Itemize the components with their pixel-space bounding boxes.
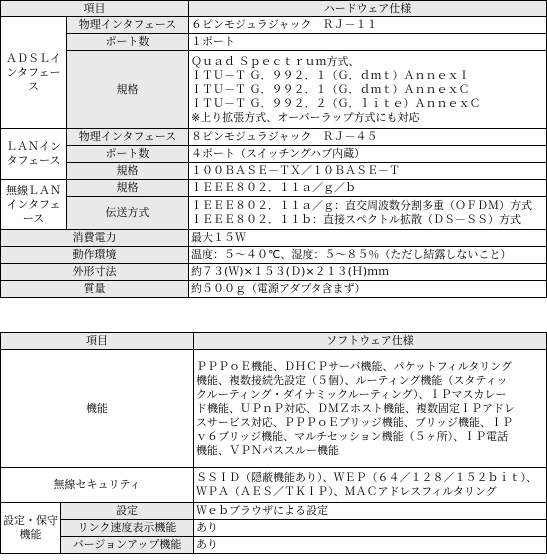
adsl-standard-value: Ｑｕａｄ Ｓｐｅｃｔｒｕｍ方式、 ＩＴＵ－Ｔ Ｇ．９９２．１（Ｇ．ｄｍｔ）ＡｎｎｅｘＩ ＩＴＵ－Ｔ Ｇ．９９２．１（Ｇ．ｄｍｔ）ＡｎｎｅｘＣ ＩＴＵ－Ｔ Ｇ．９９２．２（Ｇ．ｌｉｔｅ）ＡｎｎｅｘＣ ※上り拡張方式、オーバーラップ方式にも対応 [189,51,547,129]
wireless-security-label: 無線セキュリティ [1,468,194,503]
maintenance-group: 設定・保守 機能 [1,503,61,554]
weight-value: 約５００ｇ（電源アダプタ含まず） [189,281,547,298]
version-up-label: バージョンアップ機能 [61,537,194,554]
wlan-transmission-label: 伝送方式 [67,197,189,230]
power-label: 消費電力 [1,230,189,247]
adsl-interface-group: ＡＤＳＬイ ンタフェー ス [1,17,67,129]
wlan-standard-label: 規格 [67,180,189,197]
dimensions-value: 約７３(Ｗ)×１５３(Ｄ)×２１３(Ｈ)ｍｍ [189,264,547,281]
link-speed-label: リンク速度表示機能 [61,520,194,537]
wlan-interface-group: 無線ＬＡＮ インタフェ ース [1,180,67,230]
settings-value: Ｗｅｂブラウザによる設定 [194,503,547,520]
settings-label: 設定 [61,503,194,520]
adsl-ports-value: １ポート [189,34,547,51]
wlan-standard-value: ＩＥＥＥ８０２．１１ａ／ｇ／ｂ [189,180,547,197]
lan-interface-group: ＬＡＮイン タフェース [1,129,67,180]
lan-ports-value: ４ポート（スイッチングハブ内蔵） [189,146,547,163]
lan-ports-label: ポート数 [67,146,189,163]
software-spec-table [0,332,547,554]
environment-label: 動作環境 [1,247,189,264]
adsl-ports-label: ポート数 [67,34,189,51]
adsl-standard-label: 規格 [67,51,189,129]
adsl-physical-label: 物理インタフェース [67,17,189,34]
dimensions-label: 外形寸法 [1,264,189,281]
lan-physical-value: ８ピンモジュラジャック ＲＪ－４５ [189,129,547,146]
environment-value: 温度：５～４０℃、湿度：５～８５％（ただし結露しないこと） [189,247,547,264]
link-speed-value: あり [194,520,547,537]
lan-physical-label: 物理インタフェース [67,129,189,146]
software-spec-header: ソフトウェア仕様 [194,333,547,350]
adsl-physical-value: ６ピンモジュラジャック ＲＪ－１１ [189,17,547,34]
software-item-header: 項目 [1,333,194,350]
version-up-value: あり [194,537,547,554]
lan-standard-value: １００ＢＡＳＥ－ＴＸ／１０ＢＡＳＥ－Ｔ [189,163,547,180]
function-value: ＰＰＰｏＥ機能、ＤＨＣＰサーバ機能、パケットフィルタリング 機能、複数接続先設定（５個）、ルーティング機能（スタティッ クルーティング・ダイナミックルーティング）、ＩＰマスカレー ド機能、ＵＰｎＰ対応、ＤＭＺホスト機能、複数固定ＩＰアドレ スサービス対応、ＰＰＰｏＥブリッジ機能、ブリッジ機能、ＩＰ ｖ６ブリッジ機能、マルチセッション機能（５ヶ所）、ＩＰ電話 機能、ＶＰＮパススルー機能 [194,350,547,468]
wireless-security-value: ＳＳＩＤ（隠蔽機能あり）、ＷＥＰ（６４／１２８／１５２ｂｉｔ）、 ＷＰＡ（ＡＥＳ／ＴＫＩＰ）、ＭＡＣアドレスフィルタリング [194,468,547,503]
weight-label: 質量 [1,281,189,298]
wlan-transmission-value: ＩＥＥＥ８０２．１１ａ／ｇ：直交周波数分割多重（ＯＦＤＭ）方式 ＩＥＥＥ８０２．１１ｂ：直接スペクトル拡散（ＤＳ－ＳＳ）方式 [189,197,547,230]
hardware-item-header: 項目 [1,1,189,17]
power-value: 最大１５Ｗ [189,230,547,247]
lan-standard-label: 規格 [67,163,189,180]
function-label: 機能 [1,350,194,468]
hardware-spec-header: ハードウェア仕様 [189,1,547,17]
